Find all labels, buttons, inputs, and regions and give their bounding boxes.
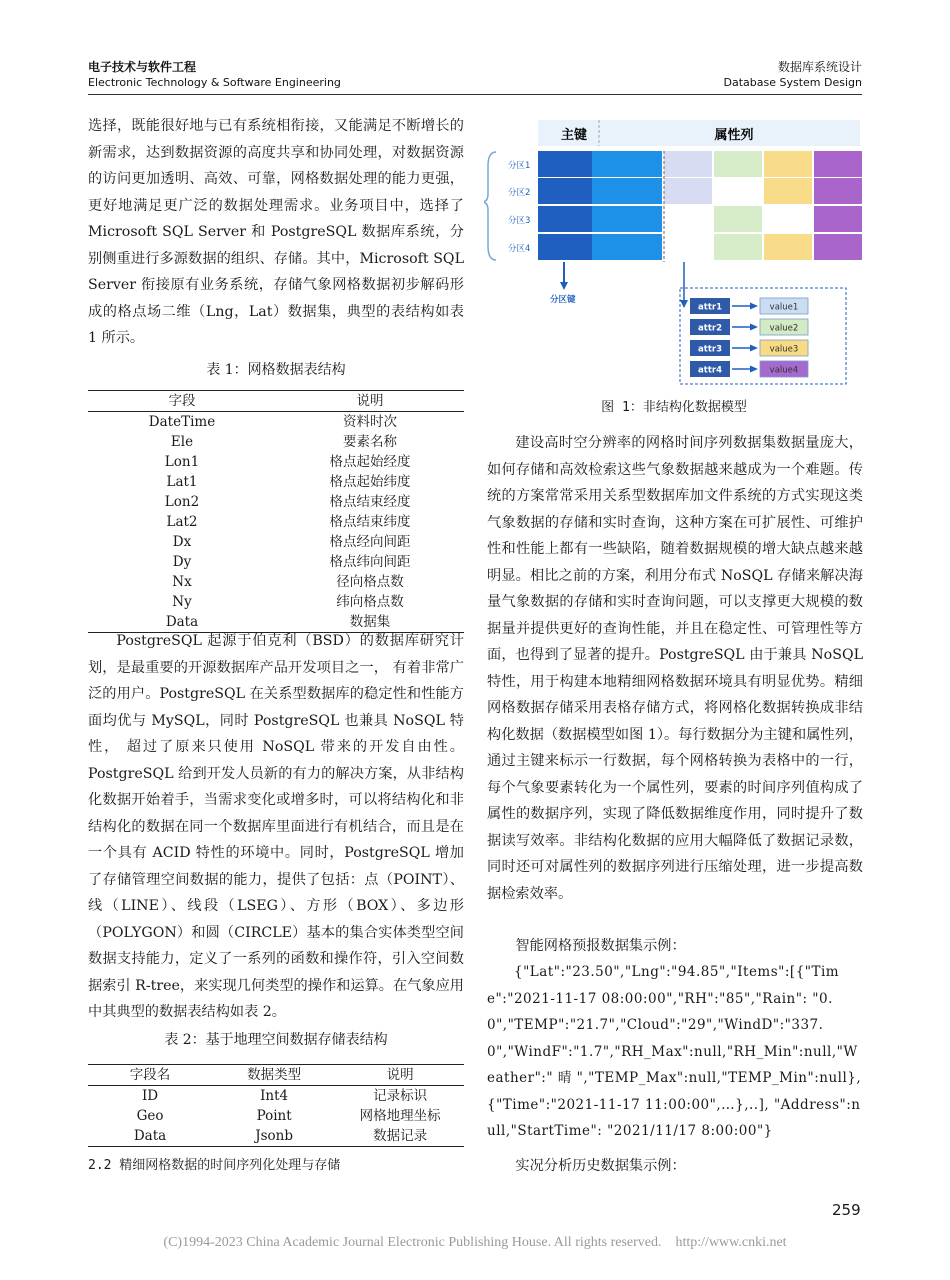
table-cell: Int4	[260, 1088, 289, 1104]
journal-title-en: Electronic Technology & Software Engineering	[88, 76, 341, 89]
table-header-row	[88, 1065, 464, 1086]
table-cell: ID	[141, 1088, 159, 1104]
table-cell: Lat1	[166, 474, 198, 490]
attribute-columns-label: 属性列	[714, 128, 754, 143]
table-row	[88, 412, 464, 433]
primary-key-label: 主键	[560, 128, 588, 143]
table-cell: Lon2	[164, 494, 200, 510]
copyright-footer: (C)1994-2023 China Academic Journal Electronic Publishing House. All rights reserved. http://www.cnki.net	[163, 1235, 787, 1250]
table-cell: Data	[133, 1128, 167, 1144]
attribute-cell	[714, 234, 762, 260]
table-row	[88, 1126, 464, 1147]
table-cell: 径向格点数	[336, 574, 404, 590]
attribute-cell	[814, 178, 862, 204]
attribute-cell	[814, 234, 862, 260]
right-paragraph-3: 实况分析历史数据集示例：	[515, 1158, 686, 1174]
section-title-en: Database System Design	[723, 76, 862, 89]
column-header: 说明	[356, 393, 384, 409]
table-row	[88, 552, 464, 572]
table-cell: Lat2	[166, 514, 198, 530]
partition-label: 分区1	[508, 161, 531, 171]
partition-key-cell	[538, 206, 592, 232]
table-header-row	[88, 391, 464, 412]
table-cell: 数据记录	[373, 1128, 428, 1144]
attr-value-arrowhead	[750, 345, 758, 352]
table1-caption: 表 1：网格数据表结构	[206, 362, 346, 378]
table-row	[88, 472, 464, 492]
primary-key-cell	[592, 206, 662, 232]
attribute-cell	[714, 151, 762, 177]
attribute-cell	[764, 151, 812, 177]
attribute-cell	[814, 151, 862, 177]
table-cell: Nx	[172, 574, 192, 590]
attr-value-arrowhead	[750, 324, 758, 331]
table-cell: 格点起始纬度	[329, 474, 411, 490]
left-paragraph-1: 选择，既能很好地与已有系统相衔接，又能满足不断增长的新需求，达到数据资源的高度共享和协同处理，对数据资源的访问更加透明、高效、可靠，网格数据处理的能力更强，更好地满足更广泛的数据处理需求。业务项目中，选择了 Microsoft SQL Server 和 PostgreSQL 数据库系统，分别侧重进行多源数据的组织、存储。其中，Microsoft SQL Server 衔接原有业务系统，存储气象网格数据初步解码形成的格点场二维（Lng，Lat）数据集，典型的表结构如表 1 所示。	[88, 118, 464, 346]
partition-key-cell	[538, 178, 592, 204]
table-row	[88, 572, 464, 592]
journal-title-cn: 电子技术与软件工程	[88, 60, 197, 74]
header-rule	[88, 94, 862, 95]
table-row	[88, 512, 464, 532]
table-cell: Dy	[172, 554, 192, 570]
column-header: 字段	[168, 393, 196, 409]
table-cell: Ele	[170, 434, 194, 450]
attribute-cell	[764, 234, 812, 260]
primary-key-cell	[592, 151, 662, 177]
right-paragraph-1: 建设高时空分辨率的网格时间序列数据集数据量庞大，如何存储和高效检索这些气象数据越来越成为一个难题。传统的方案常常采用关系型数据库加文件系统的方式实现这类气象数据的存储和实时查询，这种方案在可扩展性、可维护性和性能上都有一些缺陷，随着数据规模的增大缺点越来越明显。相比之前的方案，利用分布式 NoSQL 存储来解决海量气象数据的存储和实时查询问题，可以支撑更大规模的数据量并提供更好的查询性能，并且在稳定性、可管理性等方面，也得到了显著的提升。PostgreSQL 由于兼具 NoSQL 特性，用于构建本地精细网格数据环境具有明显优势。精细网格数据存储采用表格存储方式，将网格化数据转换成非结构化数据（数据模型如图 1）。每行数据分为主键和属性列，通过主键来标示一行数据，每个网格转换为表格中的一行，每个气象要素转化为一个属性列，要素的时间序列值构成了属性的数据序列，实现了降低数据维度作用，同时提升了数据读写效率。非结构化数据的应用大幅降低了数据记录数，同时还可对属性列的数据序列进行压缩处理，进一步提高数据检索效率。	[487, 435, 863, 902]
column-header: 说明	[386, 1067, 414, 1083]
table-cell: 网格地理坐标	[359, 1108, 441, 1124]
section-title-cn: 数据库系统设计	[777, 60, 862, 74]
right-paragraph-2: 智能网格预报数据集示例：	[515, 938, 686, 954]
primary-key-cell	[592, 178, 662, 204]
table-cell: Jsonb	[255, 1128, 294, 1144]
attr-label: attr1	[698, 302, 722, 313]
table-row	[88, 1086, 464, 1107]
attr-label: attr4	[698, 365, 722, 376]
page-number: 259	[832, 1201, 861, 1219]
table-cell: Point	[256, 1108, 292, 1124]
table-cell: Geo	[136, 1108, 164, 1124]
attr-label: attr2	[698, 323, 722, 334]
primary-key-cell	[592, 234, 662, 260]
attribute-arrowhead	[680, 300, 688, 308]
table-cell: 要素名称	[343, 434, 397, 450]
attr-label: attr3	[698, 344, 722, 355]
partition-key-cell	[538, 234, 592, 260]
column-header: 数据类型	[247, 1067, 302, 1083]
table-row	[88, 432, 464, 452]
column-header: 字段名	[129, 1067, 171, 1083]
partition-key-cell	[538, 151, 592, 177]
attr-value-arrowhead	[750, 366, 758, 373]
value-label: value3	[769, 344, 799, 355]
table-cell: 资料时次	[343, 414, 397, 430]
section-heading: 2.2 精细网格数据的时间序列化处理与存储	[88, 1158, 341, 1173]
partition-label: 分区2	[508, 188, 531, 198]
value-label: value2	[769, 323, 799, 334]
table-cell: DateTime	[148, 414, 216, 430]
table-row	[88, 532, 464, 552]
value-label: value1	[769, 302, 799, 313]
table-row	[88, 592, 464, 612]
table-row	[88, 452, 464, 472]
attribute-cell	[814, 206, 862, 232]
table-cell: 格点起始经度	[329, 454, 411, 470]
partition-label: 分区4	[508, 244, 531, 254]
journal-header	[88, 60, 341, 90]
grid-data-table	[88, 390, 464, 633]
table-cell: 数据集	[349, 614, 391, 630]
table2-caption: 表 2：基于地理空间数据存储表结构	[164, 1032, 388, 1048]
table-cell: Lon1	[164, 454, 200, 470]
value-label: value4	[769, 365, 799, 376]
attribute-cell	[714, 206, 762, 232]
partition-label: 分区3	[508, 216, 531, 226]
table-cell: 纬向格点数	[336, 594, 404, 610]
partition-key-arrowhead	[560, 282, 568, 290]
partition-key-label: 分区键	[550, 295, 576, 305]
attr-value-arrowhead	[750, 303, 758, 310]
attribute-cell	[664, 178, 712, 204]
attribute-cell	[664, 151, 712, 177]
unstructured-data-model-figure	[484, 116, 864, 386]
table-cell: 记录标识	[373, 1088, 428, 1104]
table-row	[88, 1106, 464, 1126]
attribute-cell	[764, 178, 812, 204]
table-row	[88, 492, 464, 512]
table-cell: 格点纬向间距	[329, 554, 411, 570]
table-cell: 格点结束纬度	[329, 514, 411, 530]
table-cell: Ny	[172, 594, 192, 610]
table-cell: 格点经向间距	[329, 534, 411, 550]
partition-brace	[484, 152, 496, 260]
table-cell: Dx	[172, 534, 192, 550]
geo-storage-table	[88, 1064, 464, 1147]
table-cell: Data	[165, 614, 199, 630]
section-header	[724, 60, 862, 90]
figure1-caption: 图 1：非结构化数据模型	[601, 400, 747, 415]
forecast-json-example: {"Lat":"23.50","Lng":"94.85","Items":[{"Time":"2021-11-17 08:00:00","RH":"85","Rain": "0.0","TEMP":"21.7","Cloud":"29","WindD":"337.0","WindF":"1.7","RH_Max":null,"RH_Min":null,"Weather":" 晴 ","TEMP_Max":null,"TEMP_Min":null},{"Time":"2021-11-17 11:00:00",…},..], "Address":null,"StartTime": "2021/11/17 8:00:00"}	[487, 964, 862, 1139]
table-cell: 格点结束经度	[329, 494, 411, 510]
left-paragraph-2: PostgreSQL 起源于伯克利（BSD）的数据库研究计划，是最重要的开源数据库产品开发项目之一， 有着非常广泛的用户。PostgreSQL 在关系型数据库的稳定性和性能方面均优与 MySQL，同时 PostgreSQL 也兼具 NoSQL 特性， 超过了原来只使用 NoSQL 带来的开发自由性。PostgreSQL 给到开发人员新的有力的解决方案，从非结构化数据开始着手，当需求变化或增多时，可以将结构化和非结构化的数据在同一个数据库里面进行有机结合，而且是在一个具有 ACID 特性的环境中。同时，PostgreSQL 增加了存储管理空间数据的能力，提供了包括：点（POINT）、线（LINE）、线段（LSEG）、方形（BOX）、多边形（POLYGON）和圆（CIRCLE）基本的集合实体类型空间数据支持能力，定义了一系列的函数和操作符，引入空间数据索引 R-tree，来实现几何类型的操作和运算。在气象应用中其典型的数据表结构如表 2。	[88, 633, 464, 1020]
